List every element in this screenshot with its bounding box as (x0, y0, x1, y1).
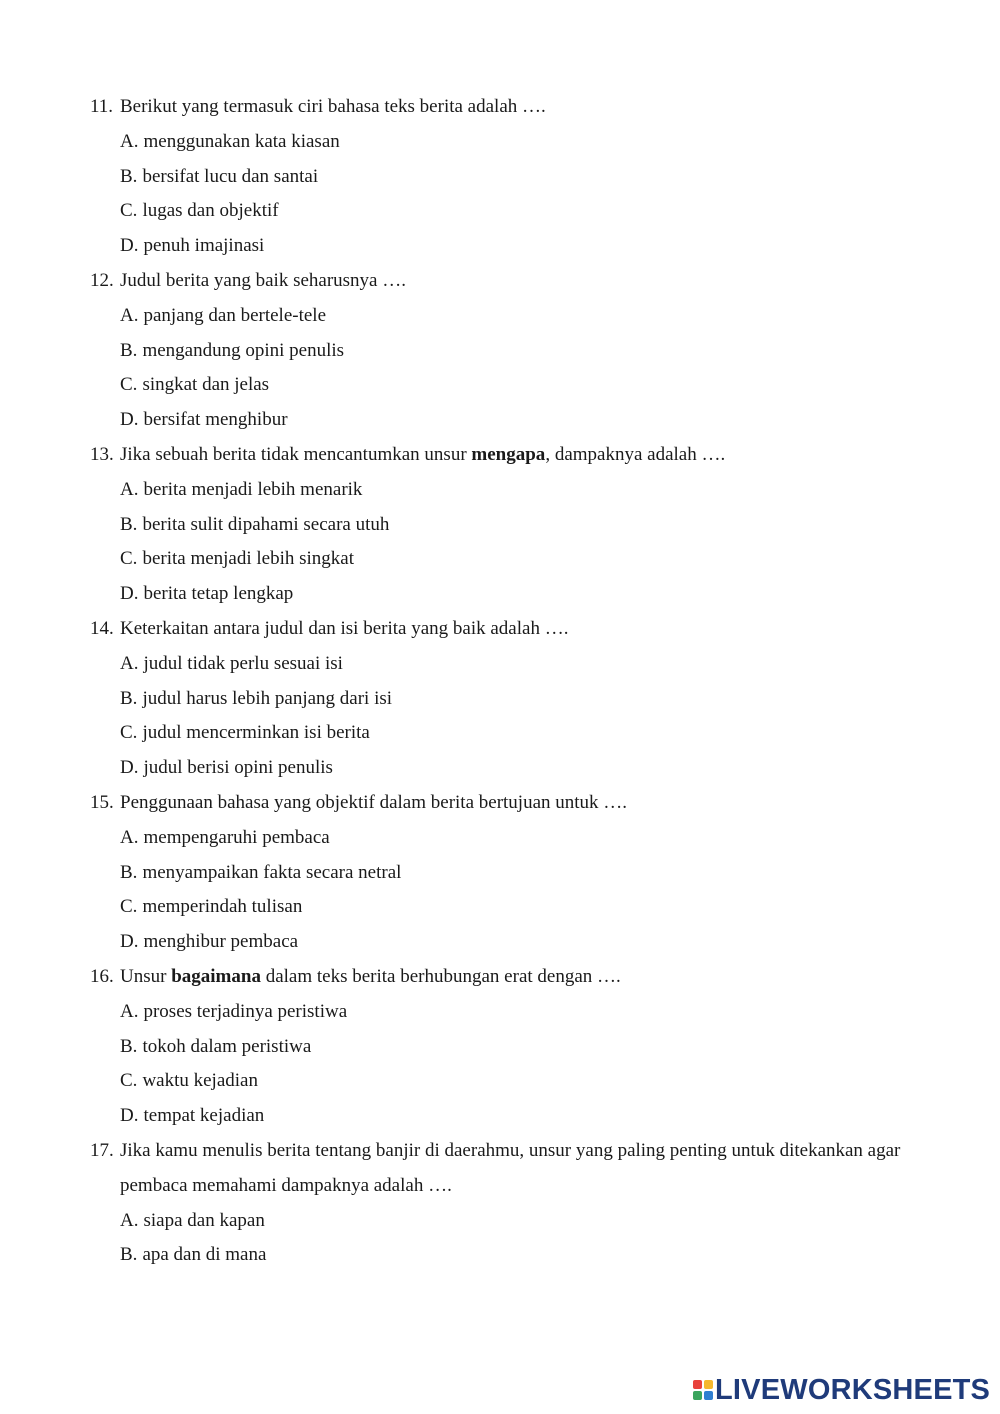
answer-option-a[interactable] (90, 299, 970, 334)
option-letter: A. (120, 1000, 139, 1022)
option-letter: D. (120, 235, 139, 257)
option-letter: D. (120, 583, 139, 605)
option-letter: D. (120, 931, 139, 953)
option-text: waktu kejadian (142, 1070, 258, 1092)
answer-option-a[interactable] (90, 821, 970, 856)
answer-option-b[interactable] (90, 334, 970, 369)
option-letter: B. (120, 513, 138, 535)
option-text: tempat kejadian (143, 1105, 265, 1127)
question-17 (90, 1134, 970, 1273)
answer-option-c[interactable] (90, 1064, 970, 1099)
question-text: 13. Jika sebuah berita tidak mencantumkan unsur mengapa, dampaknya adalah …. (90, 438, 970, 473)
answer-option-d[interactable] (90, 925, 970, 960)
question-number: 13. (90, 443, 114, 465)
option-letter: D. (120, 409, 139, 431)
question-16 (90, 960, 970, 1134)
answer-option-a[interactable] (90, 647, 970, 682)
answer-option-a[interactable] (90, 1204, 970, 1239)
answer-option-d[interactable] (90, 577, 970, 612)
worksheet (90, 90, 970, 1273)
option-letter: D. (120, 1105, 139, 1127)
option-text: berita sulit dipahami secara utuh (142, 513, 390, 535)
question-11 (90, 90, 970, 264)
option-letter: C. (120, 896, 138, 918)
brand-name: LIVEWORKSHEETS (715, 1374, 991, 1406)
option-letter: C. (120, 548, 138, 570)
answer-option-b[interactable] (90, 856, 970, 891)
option-text: penuh imajinasi (143, 235, 265, 257)
logo-square-green (693, 1391, 702, 1400)
question-12 (90, 264, 970, 438)
emphasized-keyword: mengapa (471, 443, 546, 465)
option-letter: B. (120, 687, 138, 709)
logo-square-red (693, 1380, 702, 1389)
option-text: lugas dan objektif (142, 200, 279, 222)
option-letter: A. (120, 304, 139, 326)
emphasized-keyword: bagaimana (171, 965, 261, 987)
question-number: 11. (90, 96, 114, 117)
answer-option-a[interactable] (90, 995, 970, 1030)
question-text: 14. Keterkaitan antara judul dan isi berita yang baik adalah …. (90, 612, 970, 647)
option-letter: C. (120, 722, 138, 744)
answer-option-c[interactable] (90, 194, 970, 229)
option-letter: B. (120, 1035, 138, 1057)
answer-option-d[interactable] (90, 403, 970, 438)
answer-option-c[interactable] (90, 542, 970, 577)
option-letter: A. (120, 1209, 139, 1231)
question-text: 11. Berikut yang termasuk ciri bahasa teks berita adalah …. (90, 90, 970, 125)
option-letter: A. (120, 478, 139, 500)
option-text: panjang dan bertele-tele (143, 304, 326, 326)
option-text: judul harus lebih panjang dari isi (142, 687, 393, 709)
answer-option-b[interactable] (90, 160, 970, 195)
question-14 (90, 612, 970, 786)
option-text: bersifat lucu dan santai (142, 165, 319, 187)
option-text: mengandung opini penulis (142, 339, 345, 361)
option-text: judul tidak perlu sesuai isi (143, 652, 343, 674)
option-letter: B. (120, 339, 138, 361)
option-letter: B. (120, 861, 138, 883)
option-text: berita menjadi lebih singkat (142, 548, 355, 570)
liveworksheets-logo (693, 1374, 990, 1406)
question-text: 16. Unsur bagaimana dalam teks berita berhubungan erat dengan …. (90, 960, 970, 995)
option-text: menghibur pembaca (143, 931, 299, 953)
option-text: tokoh dalam peristiwa (142, 1035, 312, 1057)
option-text: judul berisi opini penulis (143, 757, 333, 779)
option-letter: C. (120, 200, 138, 222)
option-text: menggunakan kata kiasan (143, 130, 340, 152)
question-text: 17. Jika kamu menulis berita tentang banjir di daerahmu, unsur yang paling penting untuk ditekankan agar pembaca memahami dampaknya adalah …. (90, 1134, 970, 1204)
option-letter: D. (120, 757, 139, 779)
option-text: apa dan di mana (142, 1244, 267, 1266)
question-number: 15. (90, 791, 114, 813)
answer-option-c[interactable] (90, 368, 970, 403)
option-letter: C. (120, 374, 138, 396)
question-number: 14. (90, 617, 114, 639)
option-text: berita tetap lengkap (143, 583, 294, 605)
answer-option-a[interactable] (90, 473, 970, 508)
answer-option-b[interactable] (90, 1030, 970, 1065)
option-letter: B. (120, 165, 138, 187)
option-letter: C. (120, 1070, 138, 1092)
answer-option-d[interactable] (90, 751, 970, 786)
option-text: singkat dan jelas (142, 374, 270, 396)
option-letter: A. (120, 826, 139, 848)
answer-option-b[interactable] (90, 1238, 970, 1273)
answer-option-c[interactable] (90, 890, 970, 925)
option-letter: B. (120, 1244, 138, 1266)
option-letter: A. (120, 130, 139, 152)
answer-option-b[interactable] (90, 508, 970, 543)
answer-option-b[interactable] (90, 682, 970, 717)
question-text: 15. Penggunaan bahasa yang objektif dalam berita bertujuan untuk …. (90, 786, 970, 821)
logo-square-blue (704, 1391, 713, 1400)
option-text: berita menjadi lebih menarik (143, 478, 363, 500)
answer-option-c[interactable] (90, 716, 970, 751)
question-15 (90, 786, 970, 960)
question-13 (90, 438, 970, 612)
answer-option-d[interactable] (90, 1099, 970, 1134)
answer-option-a[interactable] (90, 125, 970, 160)
question-text: 12. Judul berita yang baik seharusnya …. (90, 264, 970, 299)
question-number: 12. (90, 269, 114, 291)
option-text: bersifat menghibur (143, 409, 288, 431)
option-text: judul mencerminkan isi berita (142, 722, 370, 744)
option-text: proses terjadinya peristiwa (143, 1000, 348, 1022)
option-text: memperindah tulisan (142, 896, 303, 918)
question-number: 16. (90, 965, 114, 987)
answer-option-d[interactable] (90, 229, 970, 264)
option-text: siapa dan kapan (143, 1209, 265, 1231)
question-number: 17. (90, 1139, 114, 1161)
option-text: mempengaruhi pembaca (143, 826, 330, 848)
logo-square-yellow (704, 1380, 713, 1389)
option-letter: A. (120, 652, 139, 674)
liveworksheets-live-icon (693, 1380, 713, 1400)
option-text: menyampaikan fakta secara netral (142, 861, 402, 883)
